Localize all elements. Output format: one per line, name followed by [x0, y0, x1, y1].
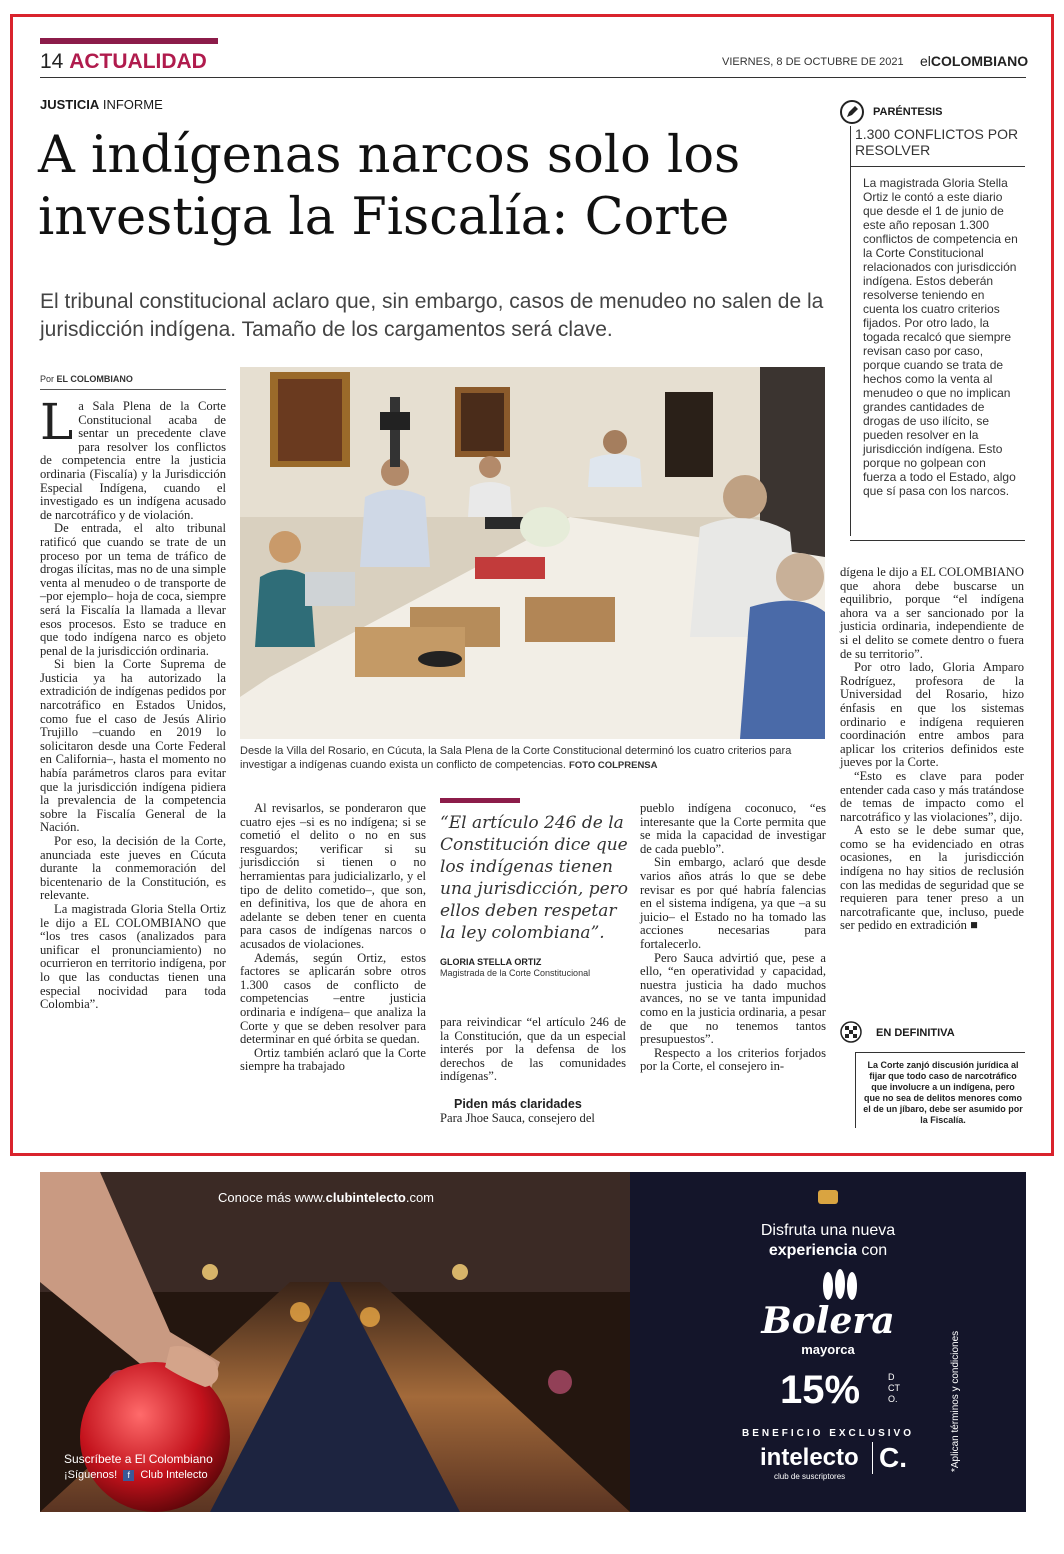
checker-icon [840, 1021, 862, 1043]
article-column-1 [40, 393, 226, 1012]
paragraph: A esto se le debe sumar que, como se ha evidenciado en otras ocasiones, en la jurisdicción indígena no hay sitios de reclusión con las medidas de seguridad que se requieren para tener preso a un narcotraficante que, incluso, puede ser pedido en extradición ■ [840, 823, 1024, 933]
ad-c-logo: C. [872, 1442, 907, 1474]
sidebar-heading: 1.300 CONFLICTOS POR RESOLVER [855, 126, 1019, 158]
paragraph: Pero Sauca advirtió que, pese a ello, “en operatividad y capacidad, nuestra justicia ha dado muchos avances, no se ve tanta impunidad como en la justicia ordinaria, a pesar de que no tenemos tantos presupuestos”. [640, 950, 826, 1047]
divider [855, 1052, 856, 1128]
facebook-icon[interactable]: f [123, 1470, 134, 1481]
kicker [40, 97, 163, 112]
kicker-bold: JUSTICIA [40, 97, 100, 112]
quote-role: Magistrada de la Corte Constitucional [440, 968, 591, 978]
caption-text: Desde la Villa del Rosario, en Cúcuta, la Sala Plena de la Corte Constitucional determinó los cuatro criterios para investigar a indígenas cuando exista un conflicto de competencias. [240, 745, 792, 771]
paragraph: La magistrada Gloria Stella Ortiz le dijo a EL COLOMBIANO que “los tres casos (analizados para unificar el pronunciamiento) no ocurrieron en territorio indígena, por lo que las conductas tienen una especial nocividad para toda Colombia”. [40, 901, 226, 1012]
ticket-icon [818, 1190, 838, 1204]
ad-bolera: Bolera [761, 1300, 895, 1342]
section-bar [40, 38, 218, 44]
page-number: 14 [40, 50, 64, 73]
ad-follow-row [64, 1469, 208, 1481]
definitiva-label: EN DEFINITIVA [876, 1027, 955, 1039]
section-header [40, 50, 207, 74]
photo-caption [240, 744, 825, 773]
quote-accent-bar [440, 798, 520, 803]
ad-terms: *Aplican términos y condiciones [950, 1330, 961, 1472]
sidebar-text: La magistrada Gloria Stella Ortiz le contó a este diario que desde el 1 de junio de este año reposan 1.300 conflictos de competencia en la Corte Constitucional relacionados con jurisdicción indígena. Estos deberán resolverse teniendo en cuenta los cuatro criterios fijados. Por otro lado, la togada recalcó que siempre revisan caso por caso, porque cuando se trata de hechos como la venta al menudeo o que no implican grandes cantidades de drogas de uso ilícito, se pueden resolver en la jurisdicción indígena. Esto porque no golpean con fuerza a todo el Estado, algo que sí pasa con los narcos. [863, 176, 1018, 498]
ad-mayorca: mayorca [801, 1342, 855, 1357]
paragraph: Además, según Ortiz, estos factores se aplicarán sobre otros 1.300 casos de conflicto de competencias –entre justicia ordinaria e indígena– que analiza la Corte y que se deben resolver para determinar en qué órbita se quedan. [240, 950, 426, 1047]
quote-author: GLORIA STELLA ORTIZ [440, 957, 542, 967]
ad-website-bold: clubintelecto [325, 1190, 406, 1205]
article-column-3 [440, 1016, 626, 1125]
divider [40, 77, 1026, 78]
paragraph: dígena le dijo a EL COLOMBIANO que ahora debe buscarse un equilibrio, porque “el indígena ahora va a ser sancionado por la justicia ordinaria, independiente de si el delito se comete dentro o fuera de su territorio”. [840, 565, 1024, 661]
ad-club-sub: club de suscriptores [774, 1472, 846, 1481]
paragraph: Si bien la Corte Suprema de Justicia ya ha autorizado la extradición de indígenas pedidos por narcotráfico en Estados Unidos, como fue el caso de Jesús Alirio Trujillo –cuando en 2019 lo solicitaron desde una Corte Federal en California–, hasta el momento no había parámetros claros para evitar que la jurisdicción indígena pidiera la prevalencia de la competencia sobre la Fiscalía General de la Nación. [40, 657, 226, 835]
article-column-2 [240, 802, 426, 1074]
ad-enjoy: Disfruta una nueva [760, 1222, 896, 1239]
ad-club: Club Intelecto [140, 1469, 208, 1481]
subtitle: Piden más claridades [454, 1096, 582, 1111]
article-column-4 [640, 802, 826, 1074]
sidebar-label: PARÉNTESIS [873, 106, 943, 118]
paragraph: Para Jhoe Sauca, consejero del [440, 1110, 595, 1125]
divider [850, 166, 1025, 167]
ad-bowling-image [40, 1172, 630, 1512]
ad-dcto: DCTO. [888, 1372, 900, 1404]
paragraph: “Esto es clave para poder entender cada caso y más tratándose de temas de impacto como el narcotráfico y las violaciones”, dijo. [840, 768, 1024, 824]
headline: A indígenas narcos solo los investiga la Fiscalía: Corte [38, 126, 741, 247]
paragraph: para reivindicar “el artículo 246 de la Constitución, que da un especial interés por la defensa de los derechos de las comunidades indígenas”. [440, 1015, 626, 1084]
brand-logo [920, 53, 1028, 69]
ad-follow: ¡Síguenos! [64, 1469, 118, 1481]
byline-prefix: Por [40, 374, 57, 384]
ad-website[interactable] [218, 1190, 434, 1205]
bowling-pins-icon [808, 1264, 868, 1304]
divider [40, 389, 226, 390]
pencil-icon [840, 100, 864, 124]
advertisement[interactable] [40, 1172, 1026, 1512]
paragraph: De entrada, el alto tribunal ratificó que cuando se trate de un proceso por un tema de tráfico de drogas ilícitas, mas no de una simple venta al menudeo o de transporte de –por ejemplo– hoja de coca, siempre será la Fiscalía la llamada a llevar esos procesos. Esto se traduce en que todo indígena narco es objeto penal de la jurisdicción ordinaria. [40, 521, 226, 658]
paragraph: Por eso, la decisión de la Corte, anunciada este jueves en Cúcuta durante la conmemoración del bicentenario de la Constitución, es relevante. [40, 834, 226, 903]
paragraph: Ortiz también aclaró que la Corte siempre ha trabajado [240, 1045, 426, 1074]
divider [855, 1052, 1025, 1053]
photo-illustration [240, 367, 825, 739]
paragraph: pueblo indígena coconuco, “es interesante que la Corte permita que se mida la capacidad de investigar de cada pueblo”. [640, 801, 826, 856]
divider [850, 540, 1025, 541]
definitiva-text: La Corte zanjó discusión jurídica al fijar que todo caso de narcotráfico que involucre a un indígena, pero que no sea de delitos menores como el de un jíbaro, debe ser asumido por la Fiscalía. [863, 1060, 1023, 1125]
dateline: VIERNES, 8 DE OCTUBRE DE 2021 [722, 56, 904, 68]
subhead: El tribunal constitucional aclaro que, sin embargo, casos de menudeo no salen de la jurisdicción indígena. Tamaño de los cargamentos será clave. [40, 290, 824, 341]
kicker-rest: INFORME [99, 97, 163, 112]
byline-author: EL COLOMBIANO [56, 374, 133, 384]
divider [850, 126, 851, 536]
paragraph [40, 393, 226, 522]
article-column-5 [840, 566, 1024, 933]
ad-experience [630, 1242, 1026, 1260]
ad-benefit: BENEFICIO EXCLUSIVO [741, 1428, 914, 1439]
ad-experience-bold: experiencia [768, 1242, 857, 1259]
article-photo [240, 367, 825, 739]
ad-subscribe: Suscríbete a El Colombiano [64, 1452, 213, 1466]
section-name: ACTUALIDAD [69, 50, 207, 73]
paragraph: Al revisarlos, se ponderaron que cuatro ejes –si es no indígena; si se cometió el delito o no en sus resguardos; verificar si su jurisdicción si tienen o no herramientas para judicializarlo, y el tipo de delito cometido–, que son, en definitiva, los que de ahora en adelante se deben tener en cuenta para casos de indígenas narcos o acusados de violaciones. [240, 801, 426, 951]
ad-promo-panel [630, 1172, 1026, 1512]
caption-credit: FOTO COLPRENSA [569, 760, 658, 771]
paragraph-text: a Sala Plena de la Corte Constitucional acaba de sentar un precedente clave para resolver los conflictos de competencia entre la justicia ordinaria (Fiscalía) y la Jurisdicción Especial Indígena, cuando el investigado es un indígena acusado de narcotráfico y de violación. [40, 399, 226, 522]
ad-intelecto: intelecto [760, 1444, 859, 1471]
ad-experience-with: con [856, 1242, 888, 1259]
ad-website-prefix: Conoce más www. [218, 1190, 326, 1205]
ad-website-suffix: .com [405, 1190, 435, 1205]
pull-quote: “El artículo 246 de la Constitución dice que los indígenas tienen una jurisdicción, pero ellos deben respetar la ley colombiana”. [440, 813, 629, 943]
brand-prefix: el [920, 53, 931, 69]
paragraph: Respecto a los criterios forjados por la Corte, el consejero in- [640, 1045, 826, 1074]
paragraph: Por otro lado, Gloria Amparo Rodríguez, profesora de la Universidad del Rosario, hizo énfasis en que los sistemas ordinario e indígena requieren coordinación entre ambos para aplicar los criterios definidos este jueves por la Corte. [840, 660, 1024, 770]
paragraph: Sin embargo, aclaró que desde varios años atrás lo que se debe revisar es por qué habría falencias en el sistema indígena, ya que –a su juicio– el Estado no ha tomado las acciones necesarias para fortalecerlo. [640, 855, 826, 951]
byline [40, 374, 133, 384]
ad-discount: 15% [780, 1368, 861, 1412]
brand-name: COLOMBIANO [930, 53, 1029, 69]
dropcap: L [40, 393, 74, 451]
